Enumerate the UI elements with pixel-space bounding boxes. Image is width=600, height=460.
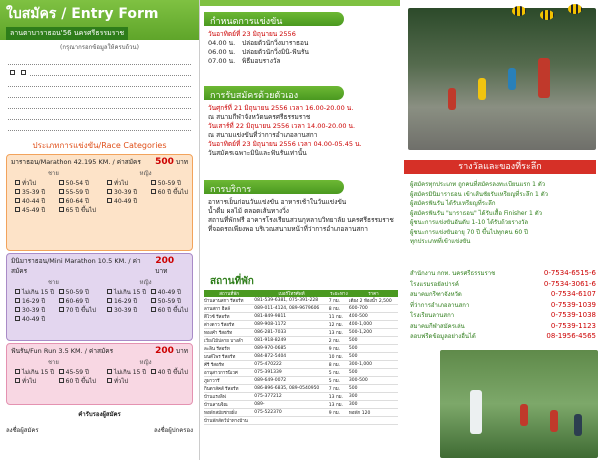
- fun-run-box: [6, 343, 193, 405]
- lodging-cell: 300-500: [349, 377, 398, 385]
- lodging-cell: 081-918-8249: [254, 337, 328, 345]
- prize-item: ทุกประเภทที่เข้าแข่งขัน: [410, 238, 471, 245]
- register-block: [208, 104, 396, 158]
- lodging-cell: 500: [349, 345, 398, 353]
- lodging-cell: บ้านลานจิณ: [204, 401, 254, 409]
- fun-option[interactable]: ไม่เกิน 15 ปี: [103, 367, 146, 376]
- mini-option[interactable]: 16-29 ปี: [11, 296, 54, 305]
- lodging-cell: 10 กม.: [329, 353, 349, 361]
- fun-option[interactable]: 40 ปี ขึ้นไป: [147, 367, 188, 376]
- lodging-row: [204, 401, 398, 409]
- lodging-row: [204, 361, 398, 369]
- marathon-option[interactable]: 60-64 ปี: [55, 196, 96, 205]
- info-panel: [200, 0, 400, 460]
- lodging-cell: 12 กม.: [329, 321, 349, 329]
- lodging-cell: 11 กม.: [329, 313, 349, 321]
- mini-price: 200: [155, 256, 175, 266]
- lodging-row: [204, 377, 398, 385]
- entry-form-panel: [0, 0, 200, 460]
- lodging-cell: ดิไวซ์ รีสอร์ท: [204, 313, 254, 321]
- marathon-option[interactable]: 60 ปี ขึ้นไป: [147, 187, 188, 196]
- lodging-cell: 500: [349, 385, 398, 393]
- bee-icon: [512, 6, 526, 16]
- signature-section: [0, 407, 199, 437]
- schedule-row: 04.00 น. ปล่อยตัวนักวิ่งมาราธอน: [208, 39, 309, 47]
- marathon-option[interactable]: 45-49 ปี: [11, 205, 45, 214]
- name-field[interactable]: [6, 56, 193, 67]
- lodging-cell: เวียงไม้ปลาย บางลำ: [204, 337, 254, 345]
- lodging-cell: 500: [349, 353, 398, 361]
- lodging-cell: 081-849-9811: [254, 313, 328, 321]
- lodging-row: [204, 369, 398, 377]
- marathon-option[interactable]: 40-44 ปี: [11, 196, 45, 205]
- lodging-row: [204, 321, 398, 329]
- lodging-cell: 300: [349, 401, 398, 409]
- marathon-price: 500: [155, 157, 174, 167]
- lodging-cell: 086-281-7033: [254, 329, 328, 337]
- signature-title: คำรับรองผู้สมัคร: [78, 411, 121, 418]
- lodging-cell: 400-500: [349, 313, 398, 321]
- register-line: วันอาทิตย์ที่ 23 มิถุนายน 2556 เวลา 04.00-05.45 น.: [208, 140, 362, 148]
- bee-icon: [568, 4, 582, 14]
- fun-label: ฟันรัน/Fun Run 3.5 KM. / ค่าสมัคร: [11, 347, 114, 355]
- marathon-box: [6, 154, 193, 251]
- lodging-col: ระยะทาง: [330, 292, 348, 297]
- schedule-row: 07.00 น. พิธีมอบรางวัล: [208, 57, 281, 65]
- prize-item: ผู้ชนะการแข่งขันอายุ 70 ปี ขึ้นไปทุกคน 60 ปี: [410, 228, 528, 236]
- marathon-head: [11, 157, 188, 167]
- marathon-option[interactable]: 50-54 ปี: [55, 178, 96, 187]
- lodging-cell: มนต์ไพร รีสอร์ท: [204, 353, 254, 361]
- marathon-unit: บาท: [175, 158, 188, 166]
- lodging-cell: กินตาสัคส์ รีสอร์ท: [204, 385, 254, 393]
- lodging-cell: หอพัก 120: [349, 409, 398, 417]
- schedule-date: วันอาทิตย์ที่ 23 มิถุนายน 2556: [208, 30, 296, 38]
- schedule-block: [208, 30, 396, 66]
- marathon-option[interactable]: 50-59 ปี: [147, 178, 188, 187]
- lodging-cell: 500: [349, 337, 398, 345]
- register-line: ณ สนามกีฬาจังหวัดนครศรีธรรมราช: [208, 113, 311, 121]
- mini-option[interactable]: 60 ปี ขึ้นไป: [147, 305, 188, 314]
- lodging-cell: 086-896-6835, 089-0540950: [254, 385, 328, 393]
- mini-marathon-box: [6, 253, 193, 341]
- lodging-cell: 13 กม.: [329, 393, 349, 401]
- lodging-row: [204, 329, 398, 337]
- lodging-cell: ภูผาวารี: [204, 377, 254, 385]
- lodging-cell: 13 กม.: [329, 329, 349, 337]
- lodging-row: [204, 417, 398, 425]
- mini-male-head: ชาย: [47, 279, 59, 286]
- lodging-cell: บ้านลานสกา รีสอร์ท: [204, 297, 254, 305]
- lodging-cell: 8 กม.: [329, 305, 349, 313]
- bee-icon: [540, 10, 554, 20]
- prize-list: [410, 180, 596, 247]
- lodging-cell: [254, 417, 328, 425]
- lodging-cell: อานุสาวการนิเวศ: [204, 369, 254, 377]
- lodging-cell: 5 กม.: [329, 377, 349, 385]
- fun-price: 200: [155, 346, 174, 356]
- lodging-cell: คีรี รีสอร์ท: [204, 361, 254, 369]
- lodging-col: สถานที่พัก: [204, 290, 254, 297]
- lodging-cell: 300-1,000: [349, 361, 398, 369]
- register-line: วันศุกร์ที่ 21 มิถุนายน 2556 เวลา 16.00-20.00 น.: [208, 104, 354, 112]
- prize-item: ผู้สมัครมินิมาราธอน เข้าเส้นชัยรับเหรียญที่ระลึก 1 ตัว: [410, 190, 549, 198]
- mini-option[interactable]: ไม่เกิน 15 ปี: [11, 287, 54, 296]
- prize-item: ผู้สมัครทุกประเภท ถูกคนที่สมัครลงทะเบียนแรก 1 ตัว: [410, 181, 546, 188]
- marathon-female-head: หญิง: [139, 170, 152, 177]
- prize-item: ผู้ชนะการแข่งขันอันดับ 1-10 ได้รับถ้วยรางวัล: [410, 219, 529, 226]
- form-subtitle: ลานตาบาราธอน'56 นครศรีธรรมราช: [6, 27, 128, 40]
- contact-row: โรงเรียนลานสกา 0-7539-1038: [410, 311, 596, 320]
- lodging-row: [204, 393, 398, 401]
- male-checkbox[interactable]: [10, 70, 15, 75]
- mini-option[interactable]: 70 ปี ขึ้นไป: [55, 305, 96, 314]
- birthdate-field[interactable]: [6, 78, 193, 89]
- top-accent: [200, 0, 400, 6]
- lodging-cell: 075-391339: [254, 369, 328, 377]
- lodging-cell: [349, 417, 398, 425]
- lodging-cell: 600-700: [349, 305, 398, 313]
- lodging-row: [204, 409, 398, 417]
- lodging-cell: 9 กม.: [329, 409, 349, 417]
- lodging-cell: 8 กม.: [329, 361, 349, 369]
- lodging-row: [204, 353, 398, 361]
- lodging-cell: 400-1,000: [349, 321, 398, 329]
- schedule-title: กำหนดการแข่งขัน: [204, 12, 344, 26]
- fun-option[interactable]: 45-59 ปี: [55, 367, 96, 376]
- lodging-cell: 089-: [254, 401, 328, 409]
- lodging-row: [204, 337, 398, 345]
- phone-field[interactable]: [6, 122, 193, 133]
- service-block: [208, 198, 396, 234]
- mini-option[interactable]: 16-29 ปี: [103, 296, 146, 305]
- service-line: น้ำดื่ม ผลไม้ ตลอดเส้นทางวิ่ง: [208, 207, 289, 215]
- lodging-cell: 9 กม.: [329, 345, 349, 353]
- service-line: อาหารเย็นก่อนวันแข่งขัน อาหารเช้าในวันแข่งขัน: [208, 198, 347, 206]
- lodging-cell: 500: [349, 369, 398, 377]
- lodging-cell: ต่างดาว รีสอร์ท: [204, 321, 254, 329]
- club-field[interactable]: [6, 89, 193, 100]
- address-field[interactable]: [6, 100, 193, 111]
- marathon-option[interactable]: 40-49 ปี: [103, 196, 137, 205]
- form-fields: [0, 52, 199, 137]
- mini-option[interactable]: 40-49 ปี: [11, 314, 54, 323]
- fun-female-head: หญิง: [139, 359, 152, 366]
- lodging-cell: 075-377212: [254, 393, 328, 401]
- contact-list: [410, 268, 596, 342]
- mini-option[interactable]: 30-39 ปี: [11, 305, 54, 314]
- service-line: ที่จอดรถเพียงพอ บริเวณสนามหน้าที่ว่าการอำเภอลานสกา: [208, 225, 368, 233]
- lodging-cell: 089-970-0685: [254, 345, 328, 353]
- lodging-cell: ละลิน รีสอร์ท: [204, 345, 254, 353]
- lodging-row: [204, 313, 398, 321]
- marathon-option[interactable]: ทั่วไป: [103, 178, 137, 187]
- mini-option[interactable]: ไม่เกิน 15 ปี: [103, 287, 146, 296]
- address-field-2[interactable]: [6, 111, 193, 122]
- lodging-cell: [329, 417, 349, 425]
- fun-option[interactable]: ทั่วไป: [103, 376, 146, 385]
- marathon-photo: [408, 8, 596, 150]
- applicant-signature[interactable]: ลงชื่อผู้สมัคร: [6, 427, 39, 434]
- mini-option[interactable]: 30-39 ปี: [103, 305, 146, 314]
- mini-female-head: หญิง: [139, 279, 152, 286]
- service-line: สถานที่พักฟรี อาคารโรงเรียนสวนกุหลาบวิทยาลัย นครศรีธรรมราช: [208, 216, 394, 224]
- lodging-cell: 089-011-4124, 089-9679606: [254, 305, 328, 313]
- fun-unit: บาท: [175, 347, 188, 355]
- prize-item: ผู้สมัครฟันรัน ได้รับเหรียญที่ระลึก: [410, 200, 496, 207]
- runners-photo: [440, 350, 598, 458]
- lodging-title: สถานที่พัก: [204, 272, 344, 286]
- lodging-cell: 13 กม.: [329, 401, 349, 409]
- contact-row: สมาคมกีฬาสมัครเล่น 0-7539-1123: [410, 321, 596, 330]
- marathon-option[interactable]: 35-39 ปี: [11, 187, 45, 196]
- lodging-cell: เตียง 2 ห้องน้ำ 2,500: [349, 297, 398, 305]
- guardian-signature[interactable]: ลงชื่อผู้ปกครอง: [153, 427, 193, 434]
- prize-title: รางวัลและของที่ระลึก: [404, 160, 596, 174]
- register-line: วันเสาร์ที่ 22 มิถุนายน 2556 เวลา 14.00-20.00 น.: [208, 122, 356, 130]
- fun-option[interactable]: ทั่วไป: [11, 376, 54, 385]
- mini-option[interactable]: 40-49 ปี: [147, 287, 188, 296]
- female-checkbox[interactable]: [21, 70, 26, 75]
- lodging-cell: 5 กม.: [329, 369, 349, 377]
- marathon-option[interactable]: 30-39 ปี: [103, 187, 137, 196]
- lodging-cell: 075-470222: [254, 361, 328, 369]
- register-line: ณ สนามแข่งขันที่ว่าการอำเภอลานสกา: [208, 131, 318, 139]
- lodging-row: [204, 305, 398, 313]
- lodging-cell: 7 กม.: [329, 385, 349, 393]
- prize-panel: [400, 0, 600, 460]
- mini-option[interactable]: 60-69 ปี: [55, 296, 96, 305]
- lodging-cell: 075-522370: [254, 409, 328, 417]
- lodging-row: [204, 385, 398, 393]
- entry-form-header: [0, 0, 199, 40]
- gender-field[interactable]: [6, 67, 193, 78]
- lodging-cell: 300: [349, 393, 398, 401]
- lodging-cell: 089-908-1172: [254, 321, 328, 329]
- register-line: วันสมัครเฉพาะมินิและฟันรันเท่านั้น: [208, 149, 307, 157]
- contact-row: สมาคมกรีฑาจังหวัด 0-7534-6107: [410, 290, 596, 299]
- contact-row: สำนักงาน กกท. นครศรีธรรมราช 0-7534-6515-6: [410, 269, 596, 278]
- contact-row: ลอบฟรีดข้อมูลอย่างอื่นได้ 08-1956-4565: [410, 332, 596, 341]
- register-title: การรับสมัครด้วยตัวเอง: [204, 86, 344, 100]
- lodging-cell: 089-649-0072: [254, 377, 328, 385]
- marathon-option[interactable]: 65 ปี ขึ้นไป: [55, 205, 96, 214]
- prize-item: ผู้สมัครฟันรัน "มาราธอน" ได้รับเสื้อ Finisher 1 ตัว: [410, 209, 542, 217]
- race-categories-title: ประเภทการแข่งขัน/Race Categories: [32, 141, 167, 150]
- fun-option[interactable]: ไม่เกิน 15 ปี: [11, 367, 54, 376]
- lodging-cell: 2 กม.: [329, 337, 349, 345]
- service-title: การบริการ: [204, 180, 344, 194]
- lodging-cell: 084-872-5404: [254, 353, 328, 361]
- mini-option[interactable]: 50-59 ปี: [147, 296, 188, 305]
- lodging-table: [204, 290, 398, 425]
- lodging-cell: บ้านแรงลิฟ: [204, 393, 254, 401]
- lodging-cell: หอพักสมัยชายฝั่ง: [204, 409, 254, 417]
- mini-option[interactable]: 50-59 ปี: [55, 287, 96, 296]
- lodging-cell: 081-539-6381, 075-391-228: [254, 297, 328, 305]
- form-title: ใบสมัคร / Entry Form: [6, 6, 159, 22]
- lodging-cell: ทองคำ รีสอร์ท: [204, 329, 254, 337]
- lodging-col: เบอร์โทรศัพท์: [254, 290, 328, 297]
- lodging-cell: ลานสกา ฮิลล์: [204, 305, 254, 313]
- fun-male-head: ชาย: [47, 359, 59, 366]
- contact-row: ที่ว่าการอำเภอลานสกา 0-7539-1039: [410, 300, 596, 309]
- marathon-label: มาราธอน/Marathon 42.195 KM. / ค่าสมัคร: [11, 158, 141, 166]
- lodging-cell: 7 กม.: [329, 297, 349, 305]
- lodging-cell: บ้านพักสัตว์ป่าทางบ้าน: [204, 417, 254, 425]
- form-hint: (กรุณากรอกข้อมูลให้ครบถ้วน): [60, 44, 139, 51]
- lodging-row: [204, 297, 398, 305]
- lodging-row: [204, 345, 398, 353]
- mini-label: มินิมาราธอน/Mini Marathon 10.5 KM. / ค่าสมัคร: [11, 257, 141, 275]
- mini-unit: บาท: [155, 267, 168, 275]
- marathon-option[interactable]: 55-59 ปี: [55, 187, 96, 196]
- lodging-cell: 500-1,200: [349, 329, 398, 337]
- contact-row: โรงแรมรอยัลปารค์ 0-7534-3061-6: [410, 279, 596, 288]
- marathon-male-head: ชาย: [47, 170, 59, 177]
- marathon-option[interactable]: ทั่วไป: [11, 178, 45, 187]
- fun-option[interactable]: 60 ปี ขึ้นไป: [55, 376, 96, 385]
- lodging-col: ราคา: [349, 290, 398, 297]
- schedule-row: 06.00 น. ปล่อยตัวนักวิ่งมินิ-ฟันรัน: [208, 48, 309, 56]
